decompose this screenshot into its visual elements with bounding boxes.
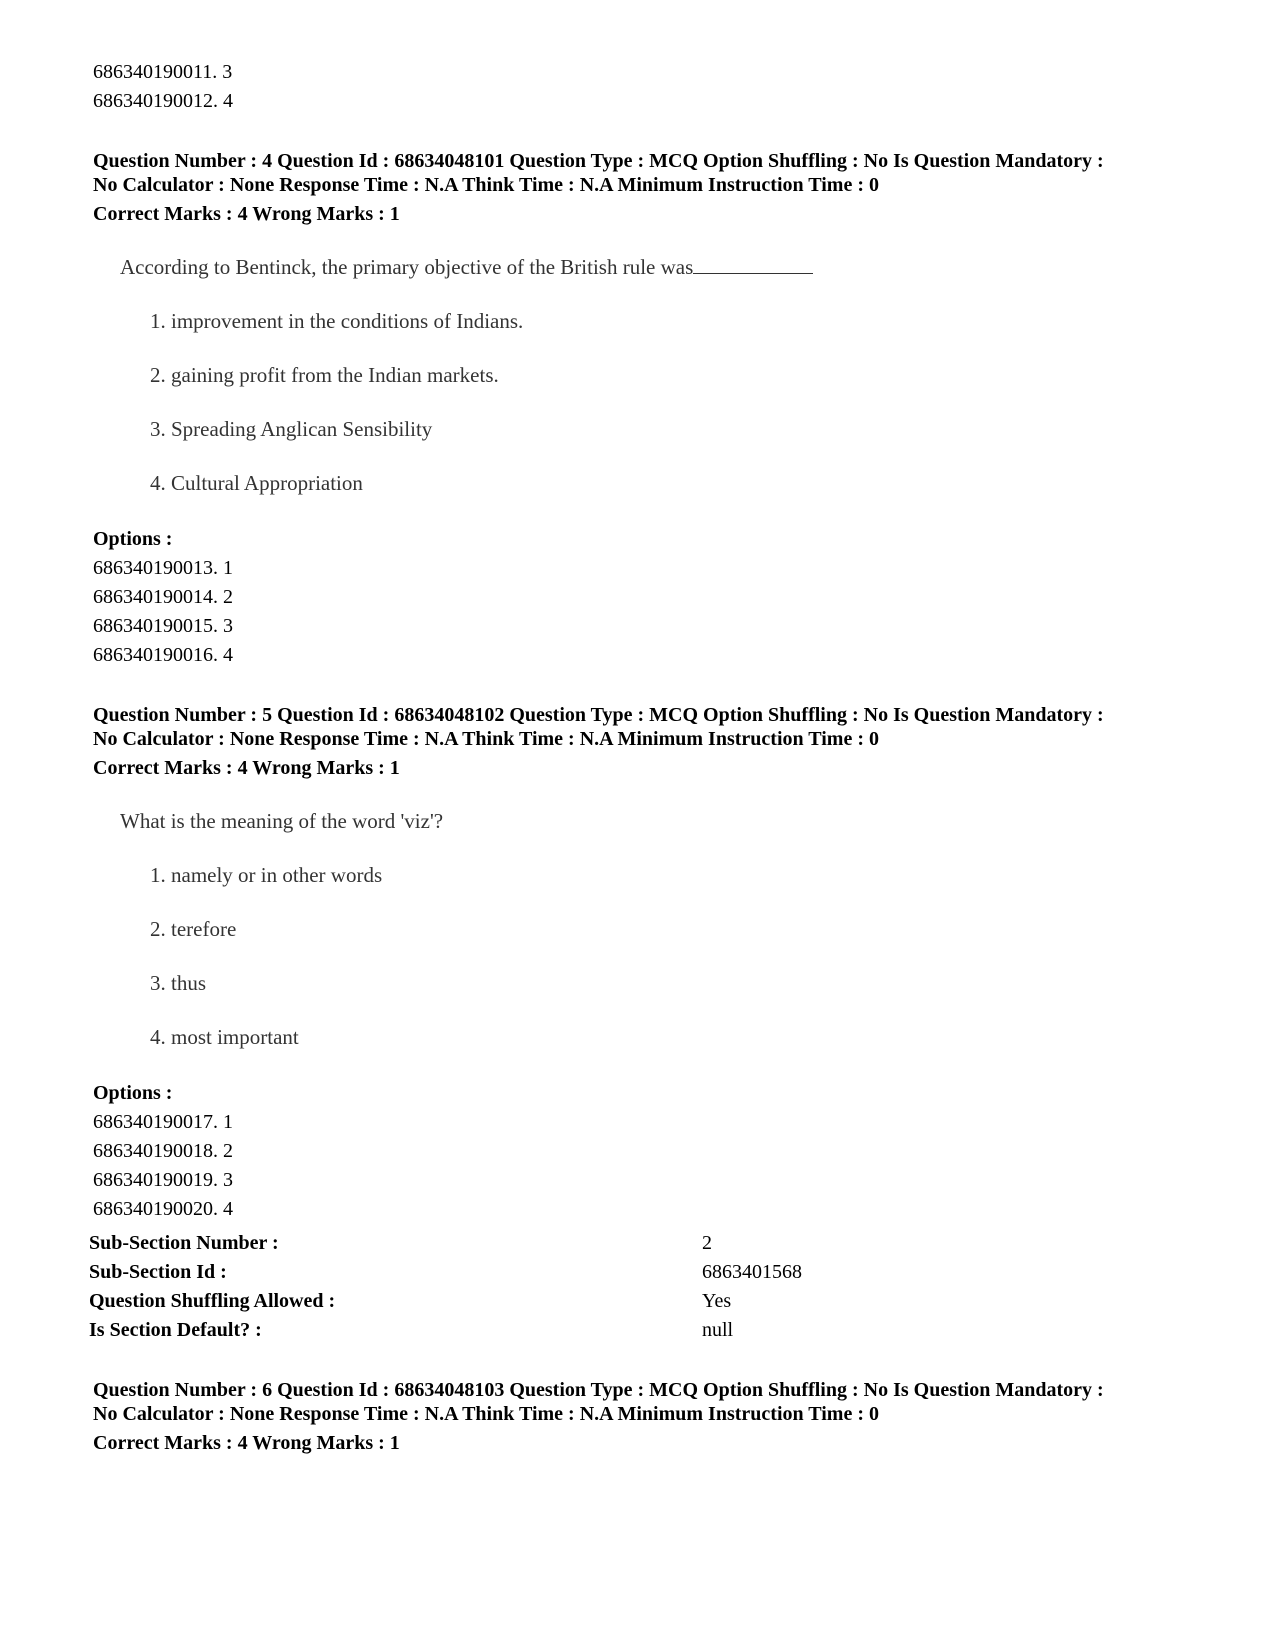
question-choice: 2. gaining profit from the Indian markets. (150, 363, 499, 387)
question-choice: 2. terefore (150, 917, 237, 941)
question-header-line1: Question Number : 5 Question Id : 68634048102 Question Type : MCQ Option Shuffling : No Is Question Mandatory : (93, 704, 1104, 726)
question-marks: Correct Marks : 4 Wrong Marks : 1 (93, 757, 400, 779)
option-line: 686340190020. 4 (93, 1198, 233, 1220)
question-header-line1: Question Number : 6 Question Id : 68634048103 Question Type : MCQ Option Shuffling : No Is Question Mandatory : (93, 1379, 1104, 1401)
option-line: 686340190014. 2 (93, 586, 233, 608)
subsection-value: null (702, 1319, 734, 1341)
option-line: 686340190011. 3 (93, 61, 233, 83)
subsection-label: Question Shuffling Allowed : (89, 1290, 336, 1312)
subsection-label: Is Section Default? : (89, 1319, 262, 1341)
option-line: 686340190015. 3 (93, 615, 233, 637)
option-line: 686340190018. 2 (93, 1140, 233, 1162)
options-label: Options : (93, 1082, 173, 1104)
answer-blank (693, 255, 813, 274)
question-marks: Correct Marks : 4 Wrong Marks : 1 (93, 203, 400, 225)
question-header-line2: No Calculator : None Response Time : N.A Think Time : N.A Minimum Instruction Time : 0 (93, 728, 879, 750)
option-line: 686340190013. 1 (93, 557, 233, 579)
question-choice: 4. Cultural Appropriation (150, 471, 363, 495)
option-line: 686340190017. 1 (93, 1111, 233, 1133)
question-stem: What is the meaning of the word 'viz'? (120, 809, 444, 833)
option-line: 686340190012. 4 (93, 90, 233, 112)
question-choice: 3. thus (150, 971, 207, 995)
question-choice: 4. most important (150, 1025, 299, 1049)
subsection-value: 6863401568 (702, 1261, 802, 1283)
subsection-label: Sub-Section Number : (89, 1232, 279, 1254)
subsection-label: Sub-Section Id : (89, 1261, 227, 1283)
question-header-line2: No Calculator : None Response Time : N.A Think Time : N.A Minimum Instruction Time : 0 (93, 174, 879, 196)
option-line: 686340190019. 3 (93, 1169, 233, 1191)
question-choice: 3. Spreading Anglican Sensibility (150, 417, 433, 441)
question-marks: Correct Marks : 4 Wrong Marks : 1 (93, 1432, 400, 1454)
question-stem (120, 254, 813, 280)
question-choice: 1. improvement in the conditions of Indians. (150, 309, 524, 333)
question-header-line2: No Calculator : None Response Time : N.A Think Time : N.A Minimum Instruction Time : 0 (93, 1403, 879, 1425)
options-label: Options : (93, 528, 173, 550)
question-choice: 1. namely or in other words (150, 863, 383, 887)
option-line: 686340190016. 4 (93, 644, 233, 666)
subsection-value: 2 (702, 1232, 712, 1254)
question-header-line1: Question Number : 4 Question Id : 68634048101 Question Type : MCQ Option Shuffling : No Is Question Mandatory : (93, 150, 1104, 172)
subsection-value: Yes (702, 1290, 732, 1312)
question-stem-text: According to Bentinck, the primary objective of the British rule was (120, 255, 694, 279)
